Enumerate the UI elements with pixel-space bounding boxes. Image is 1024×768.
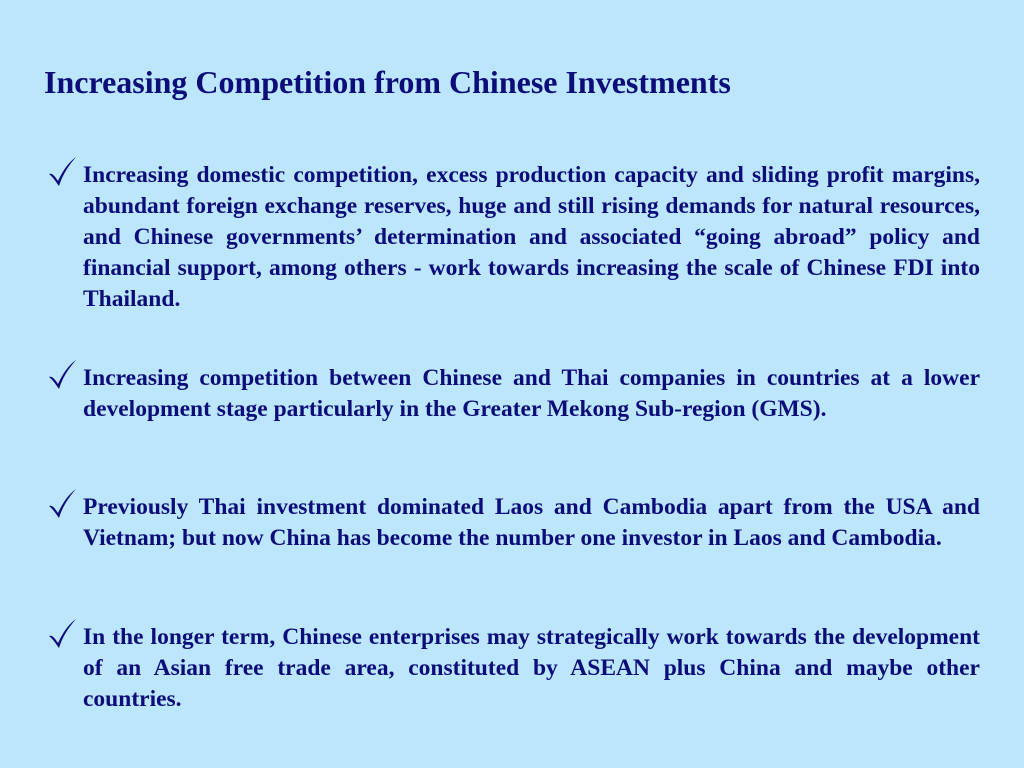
checkmark-icon — [46, 359, 78, 391]
bullet-item-4 — [46, 622, 980, 715]
checkmark-icon — [46, 618, 78, 650]
checkmark-icon — [46, 156, 78, 188]
bullet-item-3 — [46, 492, 980, 554]
bullet-item-1 — [46, 160, 980, 315]
bullet-text: Increasing domestic competition, excess production capacity and sliding profit margins, abundant foreign exchange reserves, huge and still rising demands for natural resources, and Chinese governments’ determination and associated “going abroad” policy and financial support, among others - work towards increasing the scale of Chinese FDI into Thailand. — [83, 162, 980, 312]
checkmark-icon — [46, 488, 78, 520]
bullet-text: Increasing competition between Chinese and Thai companies in countries at a lower development stage particularly in the Greater Mekong Sub-region (GMS). — [83, 365, 980, 422]
slide-title: Increasing Competition from Chinese Investments — [44, 64, 731, 100]
bullet-text: Previously Thai investment dominated Laos and Cambodia apart from the USA and Vietnam; but now China has become the number one investor in Laos and Cambodia. — [83, 494, 980, 551]
bullet-item-2 — [46, 363, 980, 425]
bullet-text: In the longer term, Chinese enterprises may strategically work towards the development of an Asian free trade area, constituted by ASEAN plus China and maybe other countries. — [83, 624, 980, 712]
